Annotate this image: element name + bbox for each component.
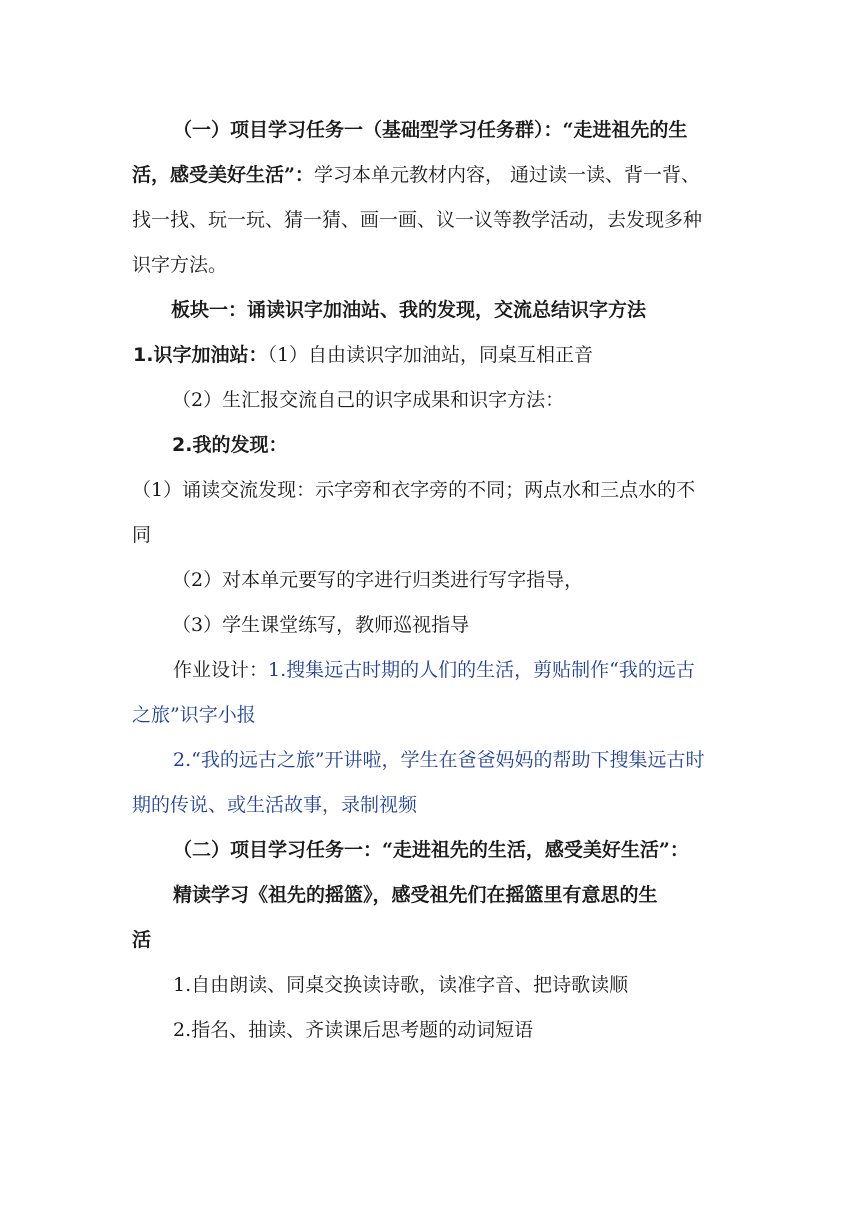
item2-sub1-line1: （1）诵读交流发现：示字旁和衣字旁的不同；两点水和三点水的不 bbox=[132, 479, 696, 501]
item2-sub1-line2: 同 bbox=[132, 524, 152, 546]
section1-heading-line1: （一）项目学习任务一（基础型学习任务群）：“走进祖先的生 bbox=[173, 119, 688, 141]
section1-line3: 找一找、玩一玩、猜一猜、画一画、议一议等教学活动，去发现多种 bbox=[132, 209, 703, 231]
homework-item1-line2: 之旅”识字小报 bbox=[132, 704, 256, 726]
section2-step1: 1.自由朗读、同桌交换读诗歌，读准字音、把诗歌读顺 bbox=[173, 974, 629, 996]
item2-sub3: （3）学生课堂练写，教师巡视指导 bbox=[172, 614, 470, 636]
section2-step2: 2.指名、抽读、齐读课后思考题的动词短语 bbox=[173, 1019, 534, 1041]
item2-label: 2.我的发现： bbox=[172, 434, 288, 456]
section2-sub-line2: 活 bbox=[132, 929, 152, 951]
module1-title: 板块一：诵读识字加油站、我的发现，交流总结识字方法 bbox=[171, 299, 647, 321]
homework-line1 bbox=[173, 658, 695, 682]
section1-heading-bold: 活，感受美好生活”： bbox=[132, 164, 314, 186]
homework-item2-line1: 2.“我的远古之旅”开讲啦，学生在爸爸妈妈的帮助下搜集远古时 bbox=[173, 749, 705, 771]
section2-sub-line1: 精读学习《祖先的摇篮》，感受祖先们在摇篮里有意思的生 bbox=[173, 884, 658, 906]
homework-item2-line2: 期的传说、或生活故事，录制视频 bbox=[132, 794, 418, 816]
section1-heading-rest: 学习本单元教材内容， 通过读一读、背一背、 bbox=[313, 164, 700, 186]
item2-sub2: （2）对本单元要写的字进行归类进行写字指导， bbox=[172, 569, 584, 591]
item1-line bbox=[133, 343, 593, 367]
section1-line4: 识字方法。 bbox=[132, 254, 228, 276]
section1-heading-line2 bbox=[132, 163, 700, 187]
item1-sub1: （1）自由读识字加油站，同桌互相正音 bbox=[267, 344, 594, 366]
homework-item1-line1: 1.搜集远古时期的人们的生活，剪贴制作“我的远古 bbox=[268, 659, 695, 681]
homework-label: 作业设计： bbox=[173, 659, 269, 681]
item1-label: 1.识字加油站： bbox=[133, 344, 268, 366]
item1-sub2: （2）生汇报交流自己的识字成果和识字方法： bbox=[172, 389, 565, 411]
section2-heading: （二）项目学习任务一：“走进祖先的生活，感受美好生活”： bbox=[173, 839, 689, 861]
